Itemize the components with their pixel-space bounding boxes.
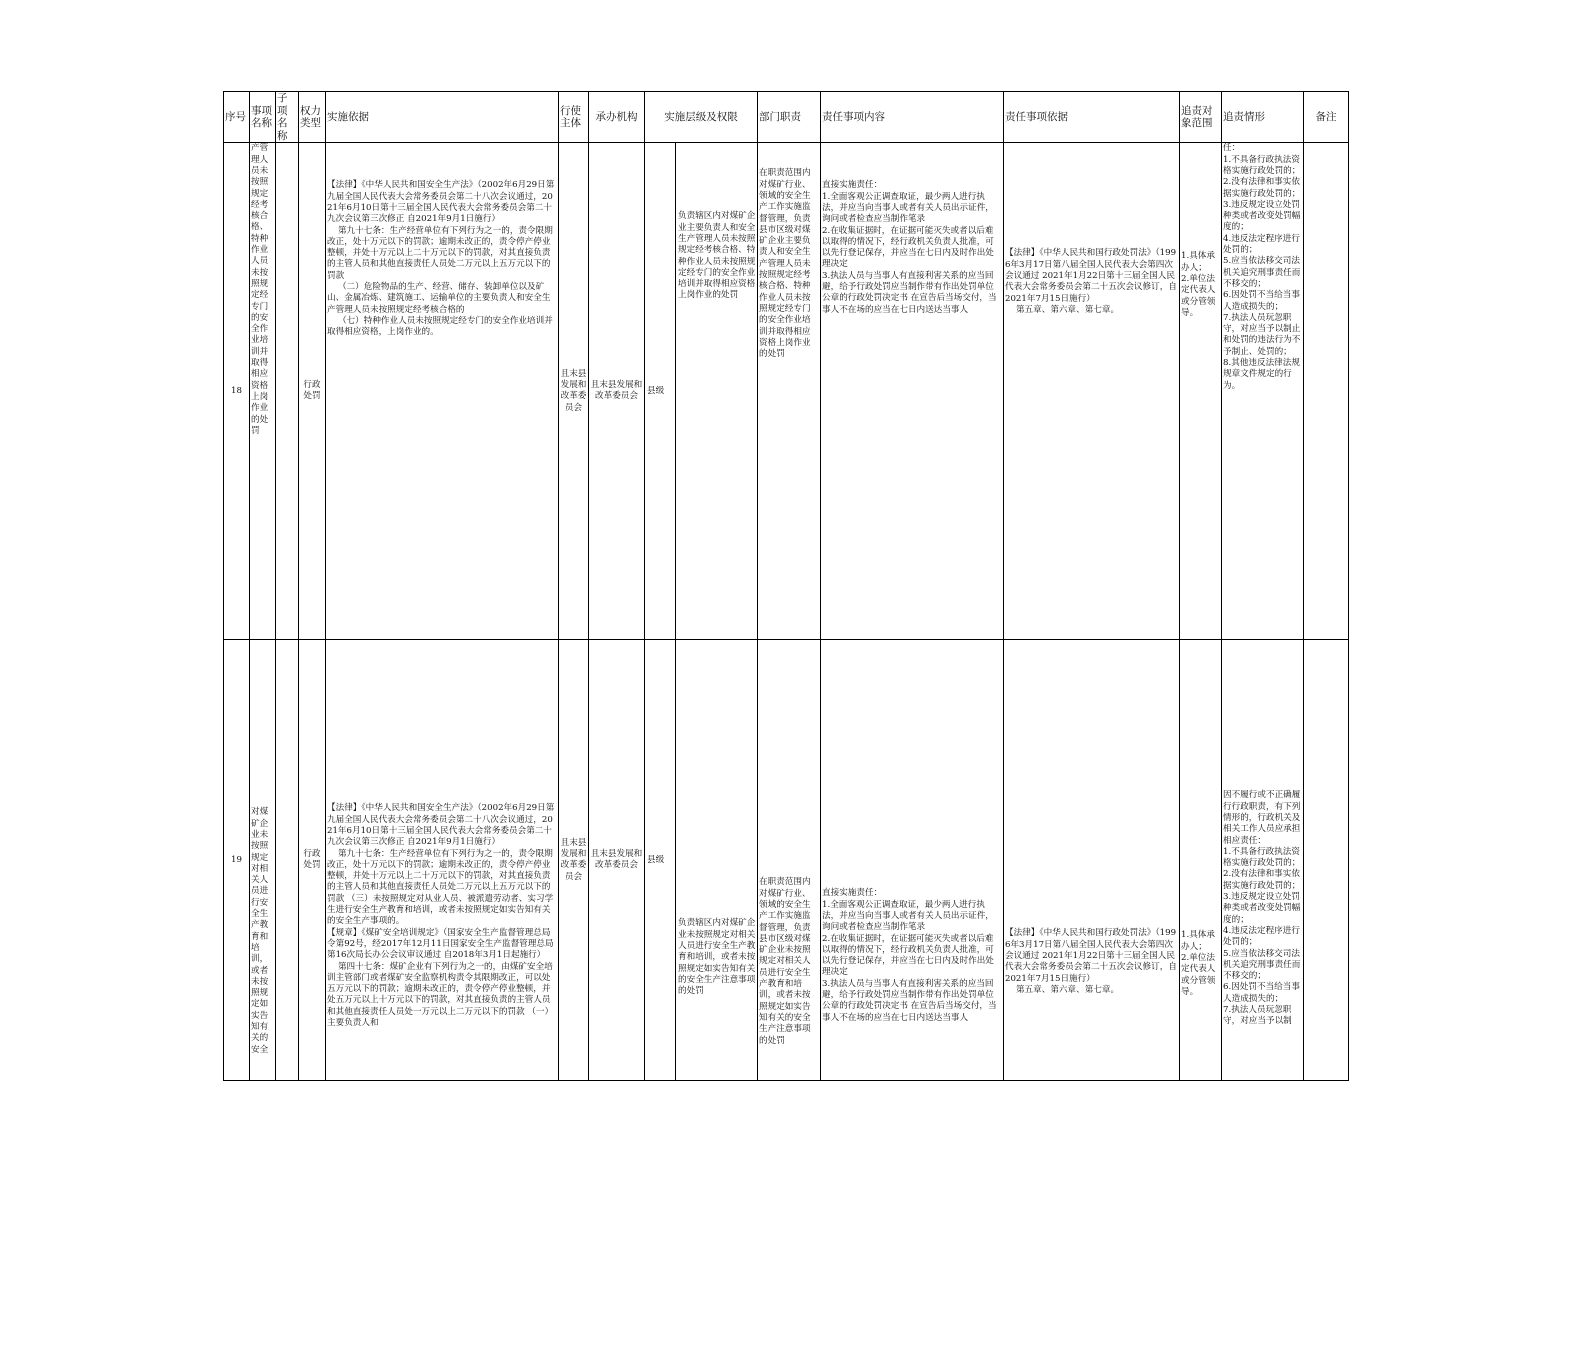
power-list-table: [223, 91, 1349, 1081]
level-cell: [645, 640, 758, 1081]
header-level: 实施层级及权限: [645, 92, 758, 143]
item-name-text: 对煤矿企业未按照规定对相关人员进行安全生产教育和培训，或者未按照规定如实告知有关的安全: [251, 807, 269, 1055]
resp-basis-cell: [1004, 143, 1180, 640]
duty-text: 在职责范围内对煤矿行业、领域的安全生产工作实施监督管理，负责县市区级对煤矿企业主要负责人和安全生产管理人员未按照规定经考核合格、特种作业人员未按照规定经专门的安全作业培训并取得相应资格上岗作业的处罚: [759, 168, 811, 360]
header-subject: 行使主体: [559, 92, 589, 143]
header-circumstances: 追责情形: [1222, 92, 1304, 143]
sub-item-cell: [276, 640, 299, 1081]
power-type-cell: 行政处罚: [299, 640, 326, 1081]
header-agency: 承办机构: [589, 92, 645, 143]
level-desc-text: 负责辖区内对煤矿企业未按照规定对相关人员进行安全生产教育和培训，或者未按照规定如实告知有关的安全生产注意事项的处罚: [678, 918, 756, 997]
agency-cell: 且末县发展和改革委员会: [589, 640, 645, 1081]
item-name-cell: [250, 143, 276, 640]
circumstances-text: 因不履行或不正确履行行政职责，有下列情形的，行政机关及相关工作人员应承担相应责任： 1.不具备行政执法资格实施行政处罚的； 2.没有法律和事实依据实施行政处罚的； 3.违反规定设立处罚种类或者改变处罚幅度的； 4.违反法定程序进行处罚的； 5.应当依法移交司法机关追究刑事责任而不移交的； 6.因处罚不当给当事人造成损失的； 7.执法人员玩忽职守，对应当予以制: [1223, 790, 1301, 1027]
basis-text: 【法律】《中华人民共和国安全生产法》（2002年6月29日第九届全国人民代表大会常务委员会第二十八次会议通过，2021年6月10日第十三届全国人民代表大会常务委员会第二十九次会议第三次修正 自2021年9月1日施行） 第九十七条：生产经营单位有下列行为之一的，责令限期改正，处十万元以下的罚款；逾期未改正的，责令停产停业整顿，并处十万元以上二十万元以下的罚款，对其直接负责的主管人员和其他直接责任人员处二万元以上五万元以下的罚款 （三）未按照规定对从业人员、被派遣劳动者、实习学生进行安全生产教育和培训，或者未按照规定如实告知有关的安全生产事项的。 【规章】《煤矿安全培训规定》（国家安全生产监督管理总局令第92号，经2017年12月11日国家安全生产监督管理总局第16次局长办公会议审议通过 自2018年3月1日起施行） 第四十七条：煤矿企业有下列行为之一的，由煤矿安全培训主管部门或者煤矿安全监察机构责令其限期改正，可以处五万元以下的罚款；逾期未改正的，责令停产停业整顿，并处五万元以上十万元以下的罚款，对其直接负责的主管人员和其他直接责任人员处一万元以上二万元以下的罚款 （一）主要负责人和: [327, 803, 555, 1029]
resp-basis-text: 【法律】《中华人民共和国行政处罚法》（1996年3月17日第八届全国人民代表大会第四次会议通过 2021年1月22日第十三届全国人民代表大会常务委员会第二十五次会议修订，自2021年7月15日施行） 第五章、第六章、第七章。: [1005, 248, 1177, 315]
circumstances-cell: [1222, 640, 1304, 1081]
power-type-cell: 行政处罚: [299, 143, 326, 640]
level-desc-text: 负责辖区内对煤矿企业主要负责人和安全生产管理人员未按照规定经考核合格、特种作业人员未按照规定经专门的安全作业培训并取得相应资格上岗作业的处罚: [678, 211, 756, 301]
duty-cell: [758, 143, 821, 640]
scope-text: 1.具体承办人； 2.单位法定代表人或分管领导。: [1181, 930, 1216, 997]
header-duty: 部门职责: [758, 92, 821, 143]
scope-text: 1.具体承办人； 2.单位法定代表人或分管领导。: [1181, 251, 1216, 318]
header-scope: 追责对象范围: [1180, 92, 1222, 143]
header-item-name: 事项名称: [250, 92, 276, 143]
sub-item-cell: [276, 143, 299, 640]
level-label: 县级: [647, 854, 665, 865]
seq-cell: 19: [224, 640, 250, 1081]
resp-basis-text: 【法律】《中华人民共和国行政处罚法》（1996年3月17日第八届全国人民代表大会第四次会议通过 2021年1月22日第十三届全国人民代表大会常务委员会第二十五次会议修订，自2021年7月15日施行） 第五章、第六章、第七章。: [1005, 928, 1177, 995]
subject-cell: 且末县发展和改革委员会: [559, 640, 589, 1081]
power-list-table-page: [223, 91, 1348, 1055]
header-seq: 序号: [224, 92, 250, 143]
header-resp-basis: 责任事项依据: [1004, 92, 1180, 143]
table-row: [224, 640, 1349, 1081]
circumstances-text: 任： 1.不具备行政执法资格实施行政处罚的； 2.没有法律和事实依据实施行政处罚的； 3.违反规定设立处罚种类或者改变处罚幅度的； 4.违反法定程序进行处罚的； 5.应当依法移交司法机关追究刑事责任而不移交的； 6.因处罚不当给当事人造成损失的； 7.执法人员玩忽职守，对应当予以制止和处罚的违法行为不予制止、处罚的； 8.其他违反法律法规规章文件规定的行为。: [1223, 143, 1301, 391]
resp-basis-cell: [1004, 640, 1180, 1081]
remarks-cell: [1304, 640, 1349, 1081]
agency-cell: 且末县发展和改革委员会: [589, 143, 645, 640]
subject-cell: 且末县发展和改革委员会: [559, 143, 589, 640]
resp-content-cell: [821, 143, 1004, 640]
resp-content-text: 直接实施责任： 1.全面客观公正调查取证，最少两人进行执法，并应当向当事人或者有关人员出示证件，询问或者检查应当制作笔录 2.在收集证据时，在证据可能灭失或者以后难以取得的情况下，经行政机关负责人批准，可以先行登记保存，并应当在七日内及时作出处理决定 3.执法人员与当事人有直接利害关系的应当回避，给予行政处罚应当制作带有作出处罚单位公章的行政处罚决定书 在宣告后当场交付，当事人不在场的应当在七日内送达当事人: [822, 180, 997, 315]
basis-cell: [326, 143, 559, 640]
header-remarks: 备注: [1304, 92, 1349, 143]
header-resp-content: 责任事项内容: [821, 92, 1004, 143]
level-desc: [675, 143, 756, 639]
table-header-row: [224, 92, 1349, 143]
remarks-cell: [1304, 143, 1349, 640]
duty-text: 在职责范围内对煤矿行业、领域的安全生产工作实施监督管理，负责县市区级对煤矿企业未按照规定对相关人员进行安全生产教育和培训，或者未按照规定如实告知有关的安全生产注意事项的处罚: [759, 877, 811, 1046]
item-name-cell: [250, 640, 276, 1081]
resp-content-text: 直接实施责任： 1.全面客观公正调查取证，最少两人进行执法，并应当向当事人或者有关人员出示证件，询问或者检查应当制作笔录 2.在收集证据时，在证据可能灭失或者以后难以取得的情况下，经行政机关负责人批准，可以先行登记保存，并应当在七日内及时作出处理决定 3.执法人员与当事人有直接利害关系的应当回避，给予行政处罚应当制作带有作出处罚单位公章的行政处罚决定书 在宣告后当场交付，当事人不在场的应当在七日内送达当事人: [822, 888, 997, 1023]
level-cell: [645, 143, 758, 640]
circumstances-cell: [1222, 143, 1304, 640]
level-label: 县级: [647, 385, 665, 396]
header-power-type: 权力类型: [299, 92, 326, 143]
resp-content-cell: [821, 640, 1004, 1081]
seq-cell: 18: [224, 143, 250, 640]
table-row: [224, 143, 1349, 640]
basis-cell: [326, 640, 559, 1081]
basis-text: 【法律】《中华人民共和国安全生产法》（2002年6月29日第九届全国人民代表大会常务委员会第二十八次会议通过，2021年6月10日第十三届全国人民代表大会常务委员会第二十九次会议第三次修正 自2021年9月1日施行） 第九十七条：生产经营单位有下列行为之一的，责令限期改正，处十万元以下的罚款；逾期未改正的，责令停产停业整顿，并处十万元以上二十万元以下的罚款，对其直接负责的主管人员和其他直接责任人员处二万元以上五万元以下的罚款 （二）危险物品的生产、经营、储存、装卸单位以及矿山、金属冶炼、建筑施工、运输单位的主要负责人和安全生产管理人员未按照规定经考核合格的 （七）特种作业人员未按照规定经专门的安全作业培训并取得相应资格，上岗作业的。: [327, 180, 555, 338]
level-desc: [675, 640, 756, 1080]
header-basis: 实施依据: [326, 92, 559, 143]
scope-cell: [1180, 143, 1222, 640]
duty-cell: [758, 640, 821, 1081]
scope-cell: [1180, 640, 1222, 1081]
header-sub-item: 子项名称: [276, 92, 299, 143]
item-name-text: 产管理人员未按照规定经考核合格、特种作业人员未按照规定经专门的安全作业培训并取得相应资格上岗作业的处罚: [251, 143, 269, 436]
